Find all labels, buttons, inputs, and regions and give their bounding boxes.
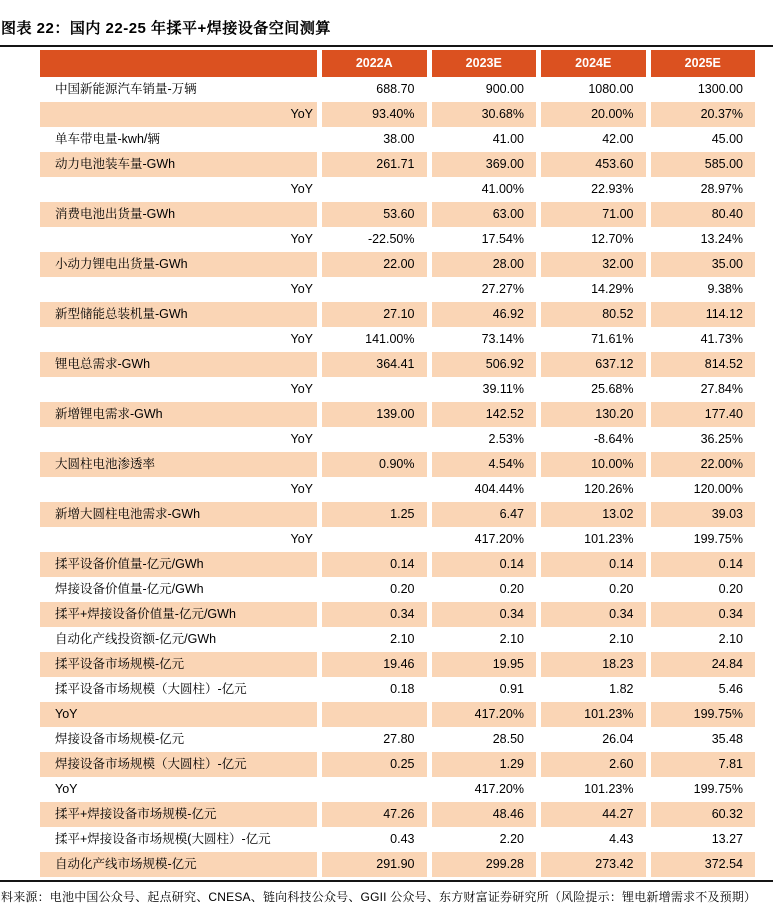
row-value: 7.81 [651, 752, 756, 777]
row-value: 27.80 [383, 732, 415, 746]
row-label: 揉平+焊接设备市场规模(大圆柱）-亿元 [55, 832, 271, 846]
row-value: 120.00% [693, 482, 743, 496]
row-value: 372.54 [651, 852, 756, 877]
row-value: 30.68% [432, 102, 537, 127]
table-row [40, 452, 755, 477]
row-value: 299.28 [432, 852, 537, 877]
row-label: 揉平+焊接设备市场规模-亿元 [40, 802, 317, 827]
table-row [40, 327, 755, 352]
row-value: 18.23 [541, 652, 646, 677]
row-value: 35.00 [651, 252, 756, 277]
source-note: 料来源：电池中国公众号、起点研究、CNESA、链向科技公众号、GGII 公众号、东方财富证券研究所（风险提示：锂电新增需求不及预期） [1, 890, 757, 904]
row-label: 中国新能源汽车销量-万辆 [55, 82, 197, 96]
row-value: 25.68% [591, 382, 634, 396]
row-value: 120.26% [584, 482, 634, 496]
row-value: 13.02 [541, 502, 646, 527]
row-value: -22.50% [367, 232, 415, 246]
row-value: 0.14 [651, 552, 756, 577]
figure-title: 图表 22：国内 22-25 年揉平+焊接设备空间测算 [1, 20, 331, 37]
row-label: 小动力锂电出货量-GWh [40, 252, 317, 277]
row-value: 32.00 [541, 252, 646, 277]
row-value: 47.26 [322, 802, 427, 827]
row-value: 27.84% [700, 382, 743, 396]
row-label: 动力电池装车量-GWh [40, 152, 317, 177]
row-value: 177.40 [651, 402, 756, 427]
row-value [322, 427, 427, 452]
table-row [40, 427, 755, 452]
row-value: 0.34 [651, 602, 756, 627]
header-cell-2024e: 2024E [541, 50, 646, 77]
row-label: 单车带电量-kwh/辆 [55, 132, 160, 146]
row-value: 101.23% [584, 782, 634, 796]
table-row [40, 702, 755, 727]
header-cell-2022a: 2022A [322, 50, 427, 77]
row-value: 199.75% [693, 532, 743, 546]
row-label: YoY [290, 232, 313, 246]
row-value: 900.00 [485, 82, 524, 96]
table-row [40, 202, 755, 227]
row-value: 0.14 [322, 552, 427, 577]
row-value: 26.04 [602, 732, 634, 746]
row-value: 2.20 [499, 832, 524, 846]
row-value: 19.46 [322, 652, 427, 677]
row-label: YoY [290, 182, 313, 196]
row-value: 261.71 [322, 152, 427, 177]
row-value: 0.34 [432, 602, 537, 627]
row-label: 揉平设备市场规模-亿元 [40, 652, 317, 677]
row-value: 814.52 [651, 352, 756, 377]
row-value: 20.00% [541, 102, 646, 127]
row-value: 71.61% [591, 332, 634, 346]
row-value [322, 477, 427, 502]
table-row [40, 802, 755, 827]
row-value: 53.60 [322, 202, 427, 227]
table-body [40, 77, 755, 877]
table-row [40, 177, 755, 202]
table-row [40, 502, 755, 527]
row-value: 6.47 [432, 502, 537, 527]
row-value: 0.20 [609, 582, 634, 596]
row-value: 2.10 [609, 632, 634, 646]
row-value: 28.97% [700, 182, 743, 196]
row-value: 1.82 [609, 682, 634, 696]
table-row [40, 277, 755, 302]
row-label: 焊接设备市场规模（大圆柱）-亿元 [40, 752, 317, 777]
row-label: 揉平设备价值量-亿元/GWh [40, 552, 317, 577]
row-label: 新型储能总装机量-GWh [40, 302, 317, 327]
row-value: 130.20 [541, 402, 646, 427]
row-value: 9.38% [707, 282, 743, 296]
row-value: 20.37% [651, 102, 756, 127]
table-row [40, 852, 755, 877]
row-value: 13.24% [700, 232, 743, 246]
row-label: YoY [290, 532, 313, 546]
row-value: 39.11% [482, 382, 524, 396]
table-row [40, 352, 755, 377]
row-value: 2.10 [718, 632, 743, 646]
row-label: 消费电池出货量-GWh [40, 202, 317, 227]
row-label: 焊接设备价值量-亿元/GWh [55, 582, 204, 596]
row-value: 0.43 [390, 832, 415, 846]
row-label: YoY [290, 332, 313, 346]
row-value: 60.32 [651, 802, 756, 827]
row-value: 4.43 [609, 832, 634, 846]
row-value: 14.29% [591, 282, 634, 296]
row-label: 自动化产线投资额-亿元/GWh [55, 632, 217, 646]
row-label: YoY [290, 432, 313, 446]
table-row [40, 552, 755, 577]
row-label: YoY [40, 102, 317, 127]
table-row [40, 402, 755, 427]
top-divider [0, 45, 773, 47]
row-value: 417.20% [432, 702, 537, 727]
row-value: 291.90 [322, 852, 427, 877]
row-label: 焊接设备市场规模-亿元 [55, 732, 185, 746]
row-label: 新增大圆柱电池需求-GWh [40, 502, 317, 527]
row-label: 锂电总需求-GWh [40, 352, 317, 377]
row-value [322, 527, 427, 552]
row-value: 101.23% [541, 702, 646, 727]
row-value: 17.54% [481, 232, 524, 246]
row-value: 2.10 [499, 632, 524, 646]
row-value: 44.27 [541, 802, 646, 827]
table-row [40, 752, 755, 777]
row-value: 27.27% [481, 282, 524, 296]
row-value: 28.50 [492, 732, 524, 746]
row-value [322, 377, 427, 402]
table-row [40, 102, 755, 127]
row-value: 93.40% [322, 102, 427, 127]
row-value: 2.53% [488, 432, 524, 446]
row-value: 0.14 [541, 552, 646, 577]
row-value: 0.18 [390, 682, 415, 696]
row-value: 585.00 [651, 152, 756, 177]
row-value: 41.00% [481, 182, 524, 196]
row-label: 揉平设备市场规模（大圆柱）-亿元 [55, 682, 247, 696]
row-value: 13.27 [711, 832, 743, 846]
row-value: 1300.00 [697, 82, 743, 96]
table-row [40, 577, 755, 602]
row-value: 38.00 [383, 132, 415, 146]
header-cell-2025e: 2025E [651, 50, 756, 77]
row-value: 63.00 [432, 202, 537, 227]
row-label: YoY [40, 702, 317, 727]
row-value: 101.23% [584, 532, 634, 546]
table-row [40, 627, 755, 652]
row-value: 73.14% [481, 332, 524, 346]
row-value: 0.20 [718, 582, 743, 596]
row-value [322, 702, 427, 727]
row-value: 80.40 [651, 202, 756, 227]
row-value: 45.00 [711, 132, 743, 146]
row-value: 139.00 [322, 402, 427, 427]
row-value: 141.00% [365, 332, 415, 346]
row-value: 12.70% [591, 232, 634, 246]
table-row [40, 527, 755, 552]
row-value: 364.41 [322, 352, 427, 377]
data-table [40, 50, 755, 877]
row-value: 417.20% [474, 782, 524, 796]
row-label: 大圆柱电池渗透率 [40, 452, 317, 477]
row-value: 41.73% [700, 332, 743, 346]
row-value: 36.25% [700, 432, 743, 446]
row-value [322, 277, 427, 302]
row-value: 0.34 [541, 602, 646, 627]
row-label: YoY [290, 482, 313, 496]
table-row [40, 227, 755, 252]
row-value: 0.20 [390, 582, 415, 596]
table-row [40, 652, 755, 677]
row-value [322, 177, 427, 202]
table-row [40, 827, 755, 852]
row-value: 199.75% [693, 782, 743, 796]
row-value: 1080.00 [588, 82, 634, 96]
row-value: 0.14 [432, 552, 537, 577]
row-value: 24.84 [651, 652, 756, 677]
row-value: 0.20 [499, 582, 524, 596]
row-value: 19.95 [432, 652, 537, 677]
row-label: 揉平+焊接设备价值量-亿元/GWh [40, 602, 317, 627]
row-value: 688.70 [376, 82, 415, 96]
header-cell-2023e: 2023E [432, 50, 537, 77]
row-label: 新增锂电需求-GWh [40, 402, 317, 427]
row-value: 0.34 [322, 602, 427, 627]
table-row [40, 302, 755, 327]
row-value: 39.03 [651, 502, 756, 527]
row-label: YoY [290, 382, 313, 396]
row-value: 0.25 [322, 752, 427, 777]
row-value: 637.12 [541, 352, 646, 377]
row-value: 22.93% [591, 182, 634, 196]
table-header-row [40, 50, 755, 77]
row-value: -8.64% [593, 432, 634, 446]
row-value: 28.00 [432, 252, 537, 277]
row-label: YoY [290, 282, 313, 296]
row-value: 114.12 [651, 302, 756, 327]
row-value: 80.52 [541, 302, 646, 327]
header-cell-blank [40, 50, 317, 77]
row-value: 48.46 [432, 802, 537, 827]
row-value: 22.00 [322, 252, 427, 277]
row-value: 0.91 [499, 682, 524, 696]
row-value: 142.52 [432, 402, 537, 427]
row-value [322, 777, 427, 802]
row-value: 2.60 [541, 752, 646, 777]
row-value: 369.00 [432, 152, 537, 177]
row-value: 10.00% [541, 452, 646, 477]
row-label: 自动化产线市场规模-亿元 [40, 852, 317, 877]
row-value: 404.44% [474, 482, 524, 496]
row-value: 1.25 [322, 502, 427, 527]
table-row [40, 152, 755, 177]
row-value: 46.92 [432, 302, 537, 327]
row-label: YoY [55, 782, 78, 796]
row-value: 22.00% [651, 452, 756, 477]
row-value: 417.20% [474, 532, 524, 546]
row-value: 273.42 [541, 852, 646, 877]
table-row [40, 77, 755, 102]
row-value: 506.92 [432, 352, 537, 377]
row-value: 0.90% [322, 452, 427, 477]
row-value: 453.60 [541, 152, 646, 177]
row-value: 42.00 [602, 132, 634, 146]
row-value: 4.54% [432, 452, 537, 477]
table-row [40, 677, 755, 702]
row-value: 41.00 [492, 132, 524, 146]
row-value: 1.29 [432, 752, 537, 777]
table-row [40, 252, 755, 277]
table-row [40, 127, 755, 152]
table-row [40, 777, 755, 802]
row-value: 2.10 [390, 632, 415, 646]
row-value: 199.75% [651, 702, 756, 727]
table-row [40, 377, 755, 402]
row-value: 71.00 [541, 202, 646, 227]
row-value: 35.48 [711, 732, 743, 746]
row-value: 5.46 [718, 682, 743, 696]
table-row [40, 727, 755, 752]
table-row [40, 602, 755, 627]
table-row [40, 477, 755, 502]
row-value: 27.10 [322, 302, 427, 327]
